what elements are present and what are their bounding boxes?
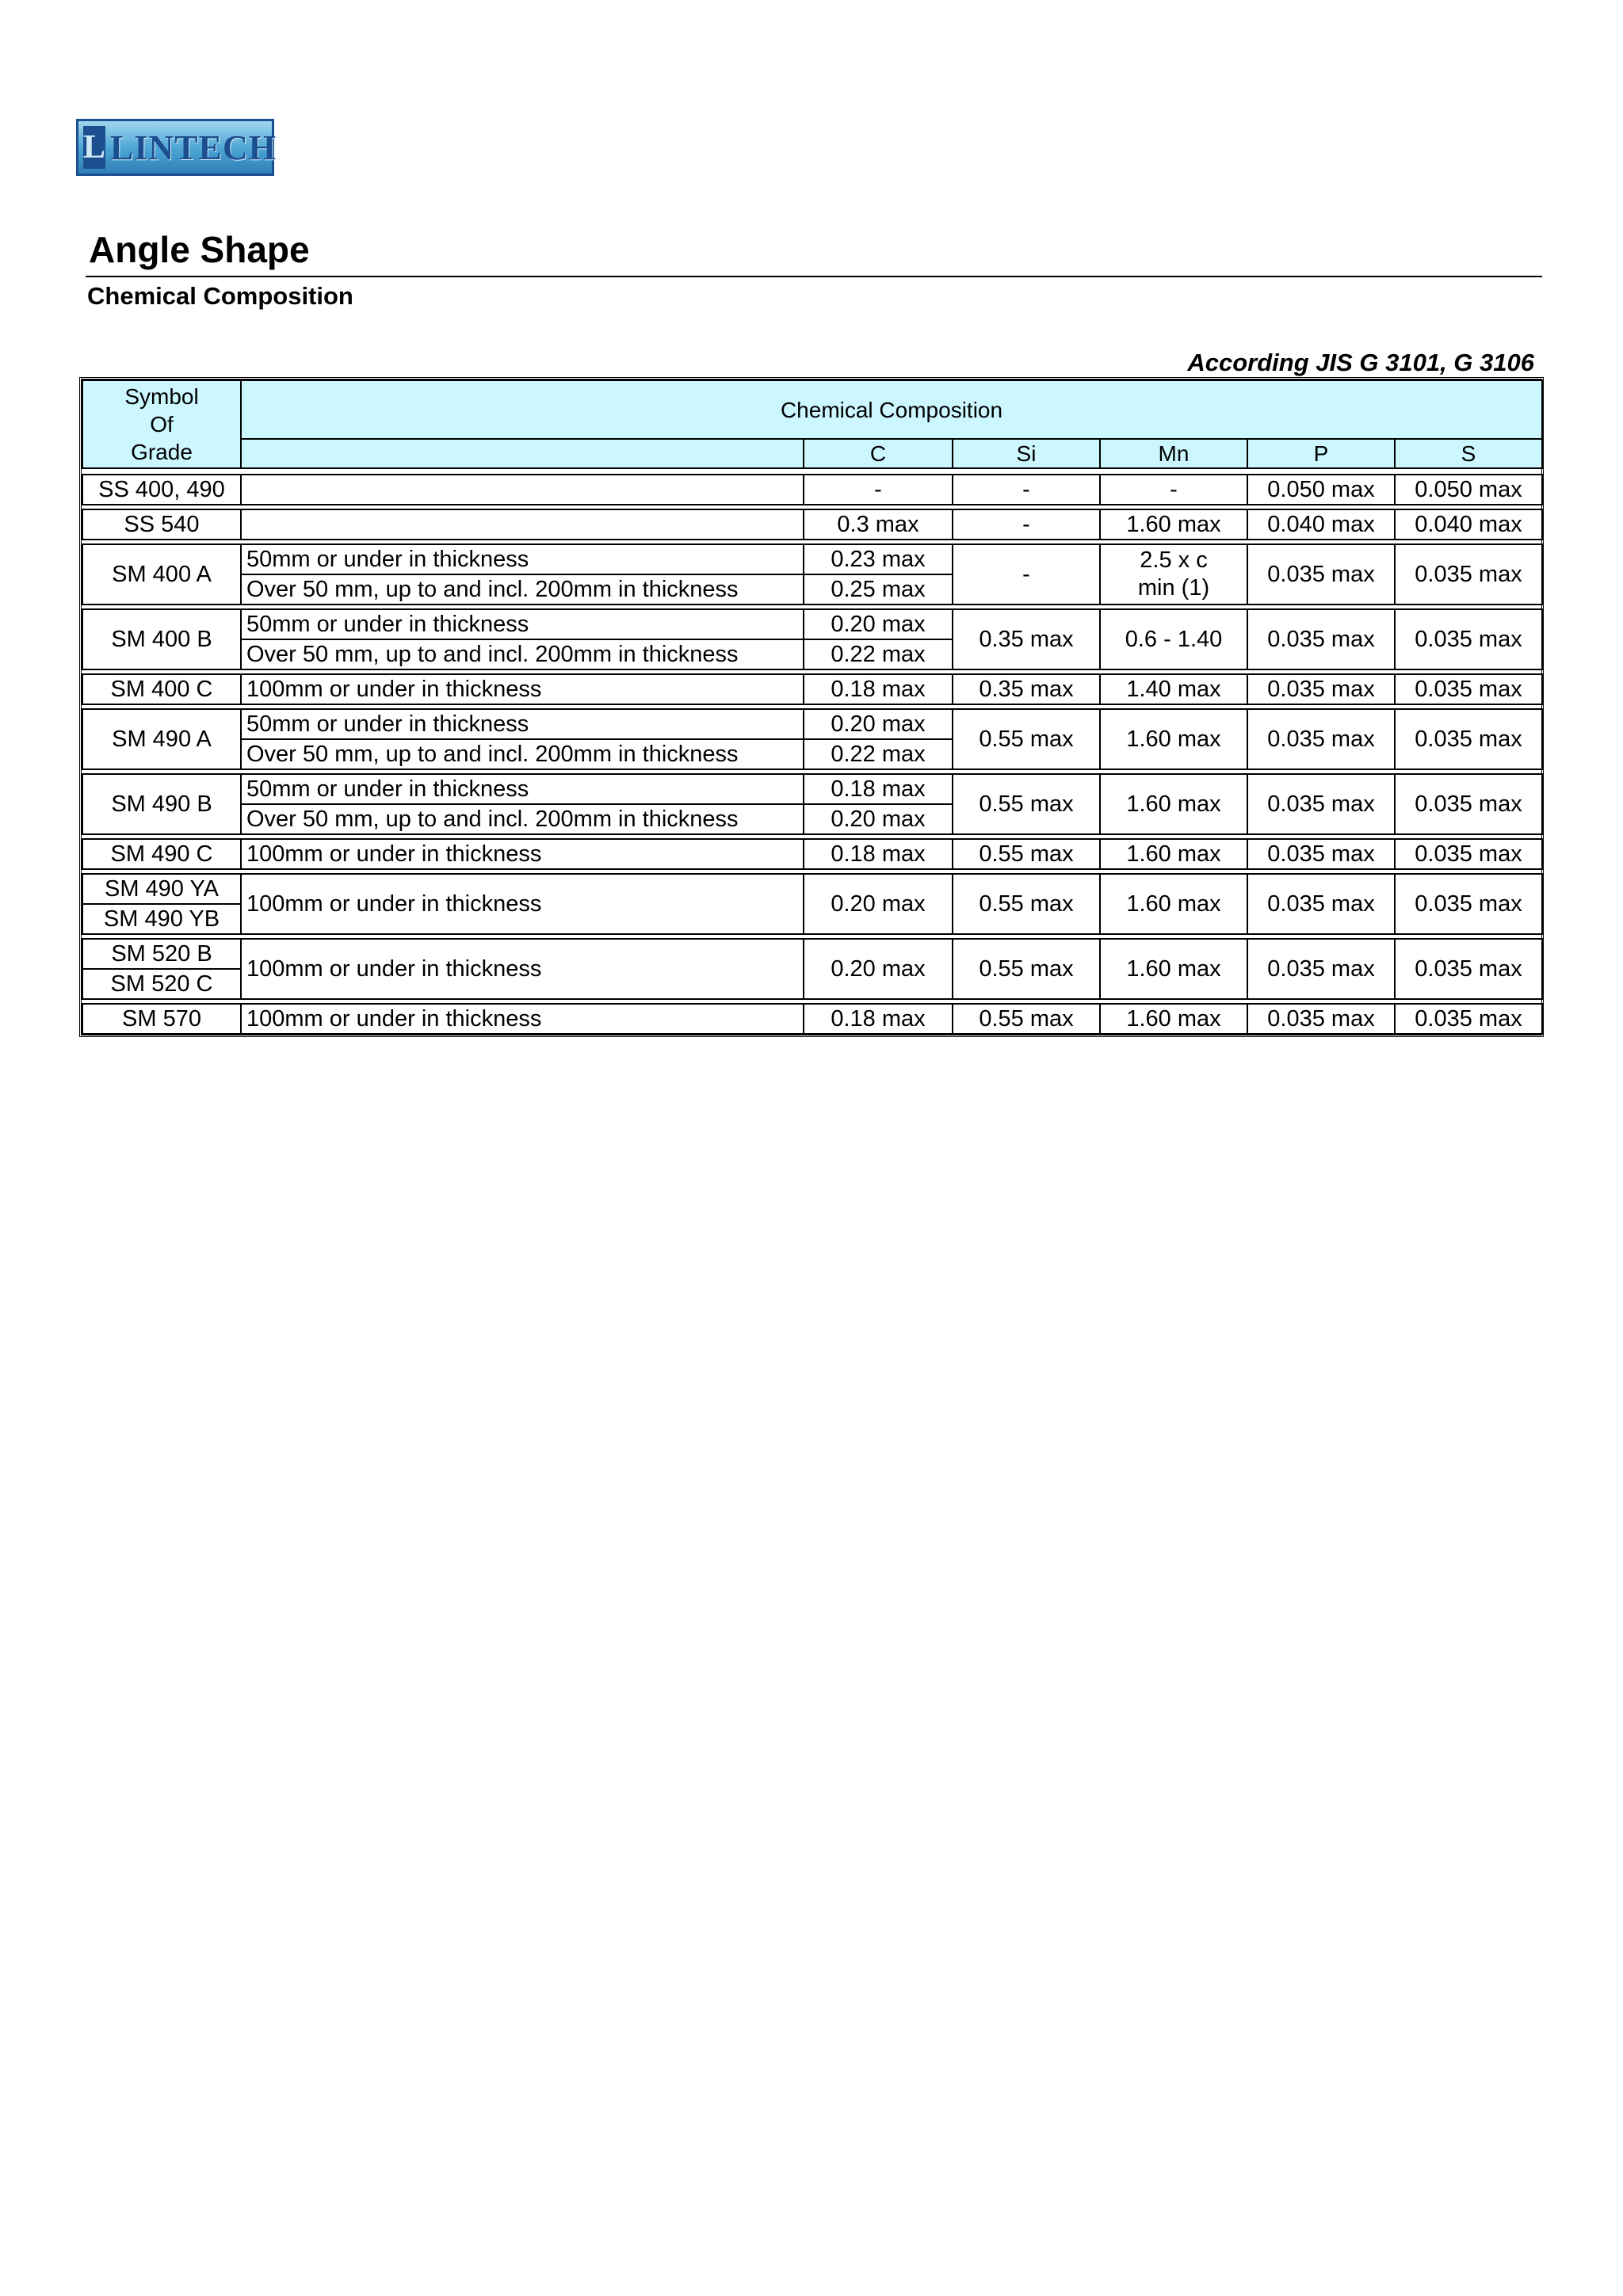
header-si: Si bbox=[953, 439, 1100, 468]
grade-symbol: SM 520 B bbox=[82, 939, 241, 969]
thickness-description: 50mm or under in thickness bbox=[241, 544, 804, 574]
phosphorus-value: 0.050 max bbox=[1247, 475, 1395, 505]
thickness-description: Over 50 mm, up to and incl. 200mm in thickness bbox=[241, 739, 804, 769]
header-blank bbox=[241, 439, 804, 468]
carbon-value: 0.18 max bbox=[804, 839, 953, 869]
lintech-logo-icon: L bbox=[83, 126, 105, 169]
sulfur-value: 0.035 max bbox=[1395, 774, 1542, 834]
row-separator bbox=[82, 468, 1542, 475]
silicon-value: 0.55 max bbox=[953, 874, 1100, 934]
page-subtitle: Chemical Composition bbox=[87, 282, 353, 310]
thickness-description: 50mm or under in thickness bbox=[241, 709, 804, 739]
sulfur-value: 0.035 max bbox=[1395, 674, 1542, 704]
table-row bbox=[82, 1004, 1542, 1034]
phosphorus-value: 0.035 max bbox=[1247, 874, 1395, 934]
grade-symbol: SM 400 B bbox=[82, 609, 241, 669]
carbon-value: 0.18 max bbox=[804, 674, 953, 704]
thickness-description: 100mm or under in thickness bbox=[241, 939, 804, 999]
header-s: S bbox=[1395, 439, 1542, 468]
carbon-value: - bbox=[804, 475, 953, 505]
symbol-grade-header bbox=[82, 380, 241, 468]
header-grade-label: Grade bbox=[131, 440, 193, 464]
phosphorus-value: 0.035 max bbox=[1247, 609, 1395, 669]
table-row bbox=[82, 874, 1542, 904]
sulfur-value: 0.050 max bbox=[1395, 475, 1542, 505]
logo-text: LINTECH bbox=[110, 128, 277, 167]
phosphorus-value: 0.035 max bbox=[1247, 1004, 1395, 1034]
header-of-label: Of bbox=[150, 412, 174, 437]
chemical-composition-header: Chemical Composition bbox=[241, 380, 1542, 439]
manganese-value bbox=[1100, 509, 1247, 540]
phosphorus-value: 0.035 max bbox=[1247, 839, 1395, 869]
table-row bbox=[82, 544, 1542, 574]
standard-reference: According JIS G 3101, G 3106 bbox=[1187, 349, 1534, 376]
header-p: P bbox=[1247, 439, 1395, 468]
header-mn: Mn bbox=[1100, 439, 1247, 468]
silicon-value: 0.55 max bbox=[953, 1004, 1100, 1034]
manganese-value bbox=[1100, 839, 1247, 869]
carbon-value: 0.20 max bbox=[804, 804, 953, 834]
header-c: C bbox=[804, 439, 953, 468]
sulfur-value: 0.035 max bbox=[1395, 874, 1542, 934]
sulfur-value: 0.035 max bbox=[1395, 709, 1542, 769]
thickness-description: 100mm or under in thickness bbox=[241, 1004, 804, 1034]
table-row bbox=[82, 609, 1542, 639]
carbon-value: 0.22 max bbox=[804, 639, 953, 669]
manganese-line: 0.6 - 1.40 bbox=[1125, 626, 1223, 652]
carbon-value: 0.20 max bbox=[804, 609, 953, 639]
silicon-value: - bbox=[953, 475, 1100, 505]
manganese-value bbox=[1100, 609, 1247, 669]
grade-symbol: SS 540 bbox=[82, 509, 241, 540]
carbon-value: 0.20 max bbox=[804, 709, 953, 739]
grade-symbol: SM 490 B bbox=[82, 774, 241, 834]
phosphorus-value: 0.035 max bbox=[1247, 709, 1395, 769]
manganese-line: 1.60 max bbox=[1126, 891, 1221, 917]
manganese-value bbox=[1100, 939, 1247, 999]
thickness-description: 50mm or under in thickness bbox=[241, 609, 804, 639]
manganese-line-2: min (1) bbox=[1137, 575, 1210, 601]
manganese-value bbox=[1100, 874, 1247, 934]
carbon-value: 0.18 max bbox=[804, 774, 953, 804]
silicon-value: 0.35 max bbox=[953, 674, 1100, 704]
thickness-description: 50mm or under in thickness bbox=[241, 774, 804, 804]
table-row bbox=[82, 509, 1542, 540]
manganese-value bbox=[1100, 1004, 1247, 1034]
silicon-value: 0.55 max bbox=[953, 839, 1100, 869]
grade-symbol: SM 490 A bbox=[82, 709, 241, 769]
table-row bbox=[82, 709, 1542, 739]
grade-symbol: SS 400, 490 bbox=[82, 475, 241, 505]
carbon-value: 0.22 max bbox=[804, 739, 953, 769]
grade-symbol: SM 490 YA bbox=[82, 874, 241, 904]
grade-symbol: SM 400 A bbox=[82, 544, 241, 605]
silicon-value: 0.35 max bbox=[953, 609, 1100, 669]
manganese-line: 1.60 max bbox=[1126, 1005, 1221, 1032]
sulfur-value: 0.035 max bbox=[1395, 1004, 1542, 1034]
grade-symbol: SM 490 YB bbox=[82, 904, 241, 934]
sulfur-value: 0.040 max bbox=[1395, 509, 1542, 540]
silicon-value: 0.55 max bbox=[953, 939, 1100, 999]
grade-symbol: SM 570 bbox=[82, 1004, 241, 1034]
grade-symbol: SM 490 C bbox=[82, 839, 241, 869]
thickness-description: Over 50 mm, up to and incl. 200mm in thickness bbox=[241, 639, 804, 669]
thickness-description bbox=[241, 509, 804, 540]
table-row bbox=[82, 475, 1542, 505]
phosphorus-value: 0.035 max bbox=[1247, 939, 1395, 999]
carbon-value: 0.25 max bbox=[804, 574, 953, 605]
carbon-value: 0.18 max bbox=[804, 1004, 953, 1034]
manganese-value bbox=[1100, 709, 1247, 769]
lintech-logo bbox=[76, 119, 277, 176]
separator-cell bbox=[82, 468, 1542, 475]
silicon-value: 0.55 max bbox=[953, 774, 1100, 834]
phosphorus-value: 0.035 max bbox=[1247, 674, 1395, 704]
thickness-description bbox=[241, 475, 804, 505]
manganese-line: - bbox=[1170, 476, 1178, 502]
manganese-line: 1.60 max bbox=[1126, 726, 1221, 752]
table-row bbox=[82, 774, 1542, 804]
phosphorus-value: 0.040 max bbox=[1247, 509, 1395, 540]
manganese-value bbox=[1100, 544, 1247, 605]
sulfur-value: 0.035 max bbox=[1395, 839, 1542, 869]
carbon-value: 0.20 max bbox=[804, 874, 953, 934]
carbon-value: 0.3 max bbox=[804, 509, 953, 540]
sulfur-value: 0.035 max bbox=[1395, 939, 1542, 999]
thickness-description: Over 50 mm, up to and incl. 200mm in thickness bbox=[241, 804, 804, 834]
manganese-value bbox=[1100, 674, 1247, 704]
table-row bbox=[82, 674, 1542, 704]
chemical-composition-table bbox=[79, 377, 1544, 1037]
manganese-line: 1.60 max bbox=[1126, 841, 1221, 867]
grade-symbol: SM 400 C bbox=[82, 674, 241, 704]
page-title: Angle Shape bbox=[89, 229, 310, 270]
manganese-line: 1.60 max bbox=[1126, 511, 1221, 537]
manganese-line: 1.60 max bbox=[1126, 791, 1221, 817]
sulfur-value: 0.035 max bbox=[1395, 544, 1542, 605]
table-row bbox=[82, 939, 1542, 969]
carbon-value: 0.23 max bbox=[804, 544, 953, 574]
thickness-description: 100mm or under in thickness bbox=[241, 674, 804, 704]
thickness-description: 100mm or under in thickness bbox=[241, 874, 804, 934]
manganese-line: 2.5 x c bbox=[1140, 547, 1208, 574]
thickness-description: 100mm or under in thickness bbox=[241, 839, 804, 869]
header-symbol-label: Symbol bbox=[124, 384, 199, 409]
manganese-value bbox=[1100, 475, 1247, 505]
title-divider bbox=[86, 276, 1542, 277]
phosphorus-value: 0.035 max bbox=[1247, 774, 1395, 834]
sulfur-value: 0.035 max bbox=[1395, 609, 1542, 669]
table-row bbox=[82, 839, 1542, 869]
carbon-value: 0.20 max bbox=[804, 939, 953, 999]
silicon-value: - bbox=[953, 509, 1100, 540]
manganese-line: 1.40 max bbox=[1126, 676, 1221, 702]
grade-symbol: SM 520 C bbox=[82, 969, 241, 999]
phosphorus-value: 0.035 max bbox=[1247, 544, 1395, 605]
manganese-value bbox=[1100, 774, 1247, 834]
thickness-description: Over 50 mm, up to and incl. 200mm in thickness bbox=[241, 574, 804, 605]
silicon-value: 0.55 max bbox=[953, 709, 1100, 769]
silicon-value: - bbox=[953, 544, 1100, 605]
manganese-line: 1.60 max bbox=[1126, 955, 1221, 982]
